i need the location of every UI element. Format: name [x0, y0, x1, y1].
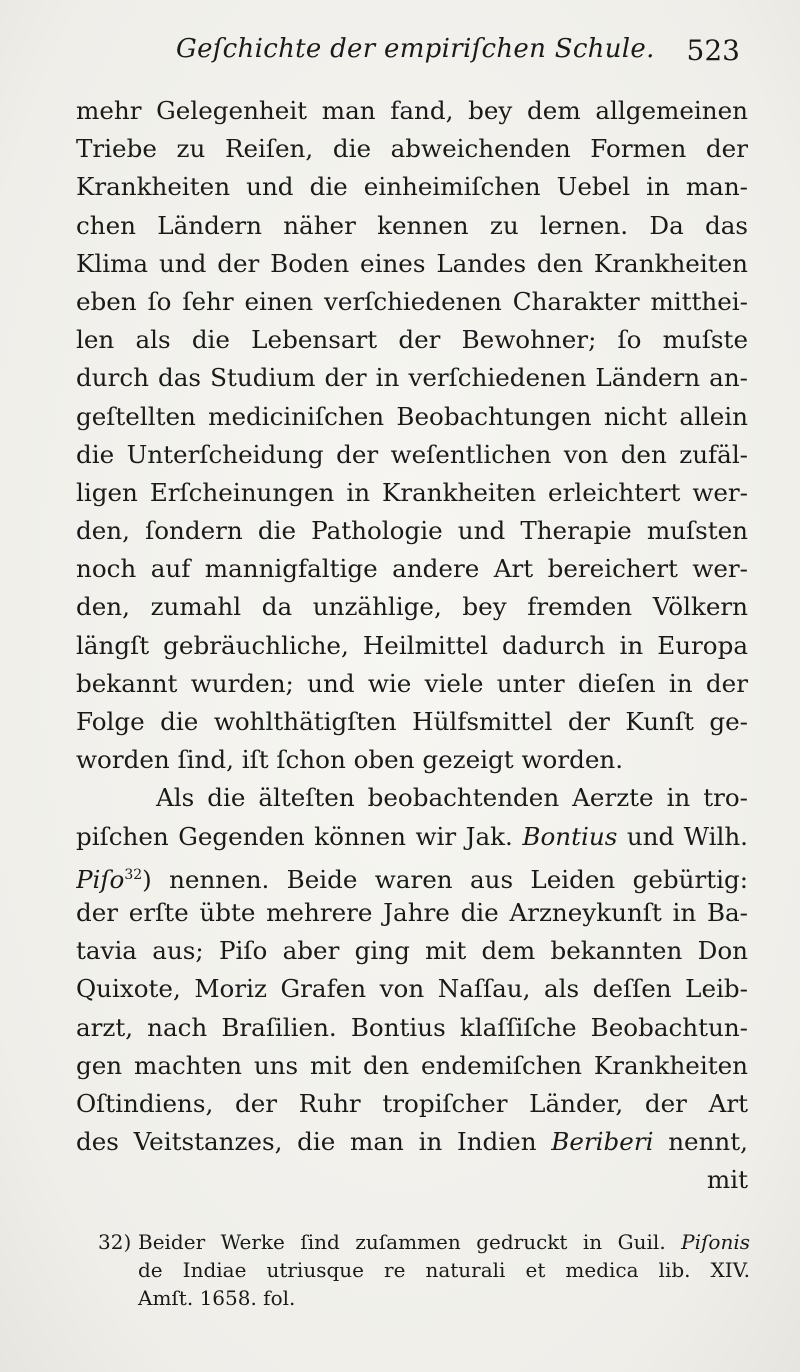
running-title: Geſchichte der empiriſchen Schule.: [176, 34, 655, 64]
text-line: len als die Lebensart der Bewohner; ſo muſste: [76, 325, 748, 355]
text-line: arzt, nach Braſilien. Bontius klaſſiſche Beobachtun-: [76, 1012, 748, 1042]
name-pisonis: Piſonis: [681, 1230, 750, 1254]
text-line: Klima und der Boden eines Landes den Krankheiten: [76, 248, 748, 278]
text-line: bekannt wurden; und wie viele unter dieſen in der: [76, 668, 748, 698]
text-line: den, ſondern die Pathologie und Therapie muſsten: [76, 516, 748, 546]
footnote-number: 32): [98, 1230, 132, 1254]
text-line: Oſtindiens, der Ruhr tropiſcher Länder, der Art: [76, 1088, 748, 1118]
text-run: und Wilh.: [626, 821, 748, 851]
name-piso: Piſo: [76, 864, 125, 894]
text-line: Quixote, Moriz Grafen von Naſſau, als deſſen Leib-: [76, 974, 748, 1004]
text-line: die Unterſcheidung der weſentlichen von den zufäl-: [76, 439, 748, 469]
footnote-line: Amſt. 1658. fol.: [138, 1286, 296, 1310]
footnote-line: [98, 1228, 750, 1256]
text-line: ligen Erſcheinungen in Krankheiten erleichtert wer-: [76, 477, 748, 507]
text-line: chen Ländern näher kennen zu lernen. Da das: [76, 210, 748, 240]
text-run: piſchen Gegenden können wir Jak.: [76, 821, 513, 851]
text-run: Beider Werke ſind zuſammen gedruckt in Guil.: [138, 1230, 666, 1254]
main-text: [76, 92, 748, 1199]
text-line: der erſte übte mehrere Jahre die Arzneykunſt in Ba-: [76, 897, 748, 927]
text-line: [76, 856, 748, 894]
text-line: [76, 1123, 748, 1161]
footnote: [98, 1228, 750, 1312]
text-line: längſt gebräuchliche, Heilmittel dadurch in Europa: [76, 630, 748, 660]
text-line: Krankheiten und die einheimiſchen Uebel in man-: [76, 172, 748, 202]
text-line: tavia aus; Piſo aber ging mit dem bekannten Don: [76, 936, 748, 966]
text-line: den, zumahl da unzählige, bey fremden Völkern: [76, 592, 748, 622]
name-bontius: Bontius: [522, 821, 618, 851]
text-line: mehr Gelegenheit man fand, bey dem allgemeinen: [76, 96, 748, 125]
paragraph-first-line: Als die älteſten beobachtenden Aerzte in tro-: [156, 783, 748, 813]
footnote-line: de Indiae utriusque re naturali et medica lib. XIV.: [138, 1258, 750, 1282]
text-run: ) nennen. Beide waren aus Leiden gebürtig:: [142, 864, 748, 894]
text-line: Triebe zu Reiſen, die abweichenden Formen der: [76, 134, 748, 164]
text-run: nennt,: [668, 1127, 748, 1157]
text-run: des Veitstanzes, die man in Indien: [76, 1127, 537, 1157]
text-line: gen machten uns mit den endemiſchen Krankheiten: [76, 1050, 748, 1080]
catchword: mit: [706, 1165, 748, 1195]
text-line: durch das Studium der in verſchiedenen Ländern an-: [76, 363, 748, 393]
footnote-reference: 32: [124, 866, 143, 883]
text-line: Folge die wohlthätigſten Hülfsmittel der Kunſt ge-: [76, 707, 748, 736]
text-line: worden ſind, iſt ſchon oben gezeigt worden.: [76, 745, 624, 775]
term-beriberi: Beriberi: [551, 1127, 654, 1157]
running-header: [70, 30, 740, 74]
page-number: 523: [686, 34, 740, 67]
text-line: eben ſo ſehr einen verſchiedenen Charakter mitthei-: [76, 286, 748, 316]
text-line: noch auf mannigfaltige andere Art bereichert wer-: [76, 554, 748, 584]
text-line: [76, 818, 748, 856]
text-line: geſtellten mediciniſchen Beobachtungen nicht allein: [76, 401, 748, 431]
